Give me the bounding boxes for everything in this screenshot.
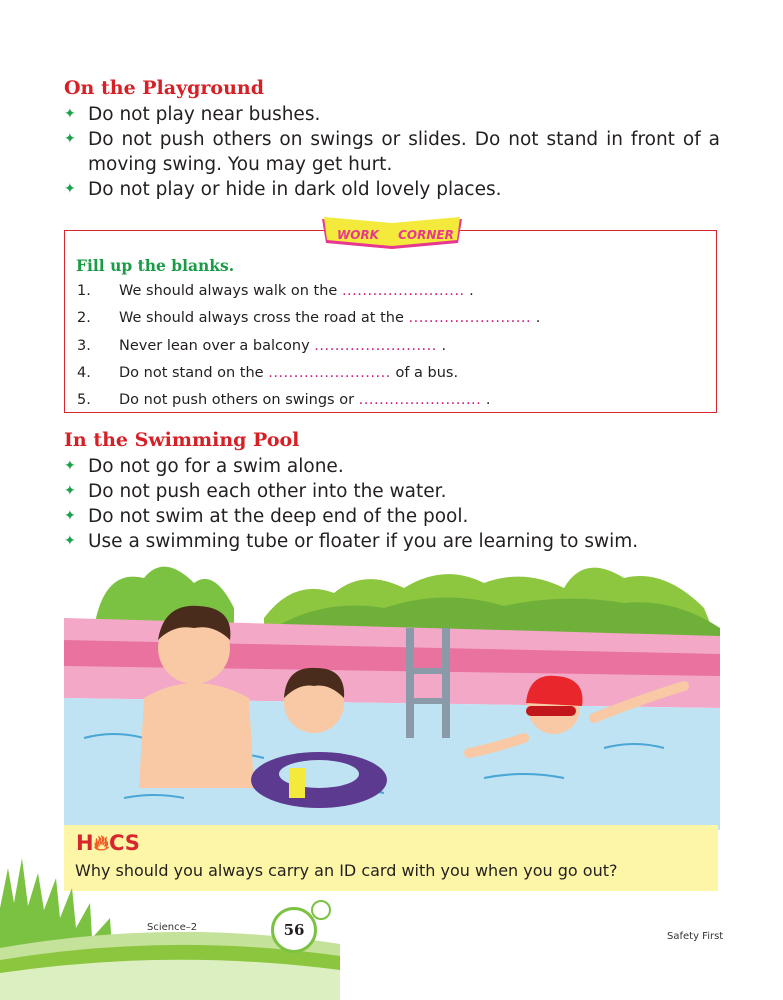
swimming-heading: In the Swimming Pool xyxy=(64,429,300,451)
answer-blank[interactable]: ........................ xyxy=(408,310,532,326)
list-item: ✦ Do not play near bushes. xyxy=(64,104,321,125)
swimming-pool-illustration xyxy=(64,548,720,830)
playground-bullet-list xyxy=(64,102,720,202)
list-item: ✦ Do not push others on swings or slides. Do not stand in front of a moving swing. You may get hurt. xyxy=(64,129,720,175)
list-item: ✦ Do not push each other into the water. xyxy=(64,481,447,502)
page-number-bubble xyxy=(311,900,331,920)
answer-blank[interactable]: ........................ xyxy=(358,392,482,408)
footer-subject: Science–2 xyxy=(147,922,198,933)
flame-icon: 🔥︎ xyxy=(93,831,109,855)
hots-question: Why should you always carry an ID card with you when you go out? xyxy=(75,861,618,880)
answer-blank[interactable]: ........................ xyxy=(341,283,465,299)
star-bullet-icon: ✦ xyxy=(64,106,76,122)
fill-blanks-title: Fill up the blanks. xyxy=(76,256,235,275)
star-bullet-icon: ✦ xyxy=(64,131,76,147)
answer-blank[interactable]: ........................ xyxy=(314,338,437,354)
banner-work-text: WORK xyxy=(337,228,379,242)
work-corner-banner xyxy=(322,213,462,249)
list-item: ✦ Use a swimming tube or floater if you are learning to swim. xyxy=(64,531,639,552)
star-bullet-icon: ✦ xyxy=(64,508,76,524)
footer-chapter: Safety First xyxy=(667,931,724,942)
star-bullet-icon: ✦ xyxy=(64,181,76,197)
banner-corner-text: CORNER xyxy=(398,228,454,242)
star-bullet-icon: ✦ xyxy=(64,458,76,474)
hots-label: H🔥︎CS xyxy=(76,831,140,855)
playground-heading: On the Playground xyxy=(64,77,265,99)
list-item: ✦ Do not swim at the deep end of the pool. xyxy=(64,506,469,527)
star-bullet-icon: ✦ xyxy=(64,483,76,499)
swimming-bullet-list xyxy=(64,454,720,554)
star-bullet-icon: ✦ xyxy=(64,533,76,549)
list-item: ✦ Do not go for a swim alone. xyxy=(64,456,344,477)
answer-blank[interactable]: ........................ xyxy=(268,365,391,381)
list-item: ✦ Do not play or hide in dark old lovely places. xyxy=(64,179,502,200)
page-number: 56 xyxy=(271,907,317,953)
